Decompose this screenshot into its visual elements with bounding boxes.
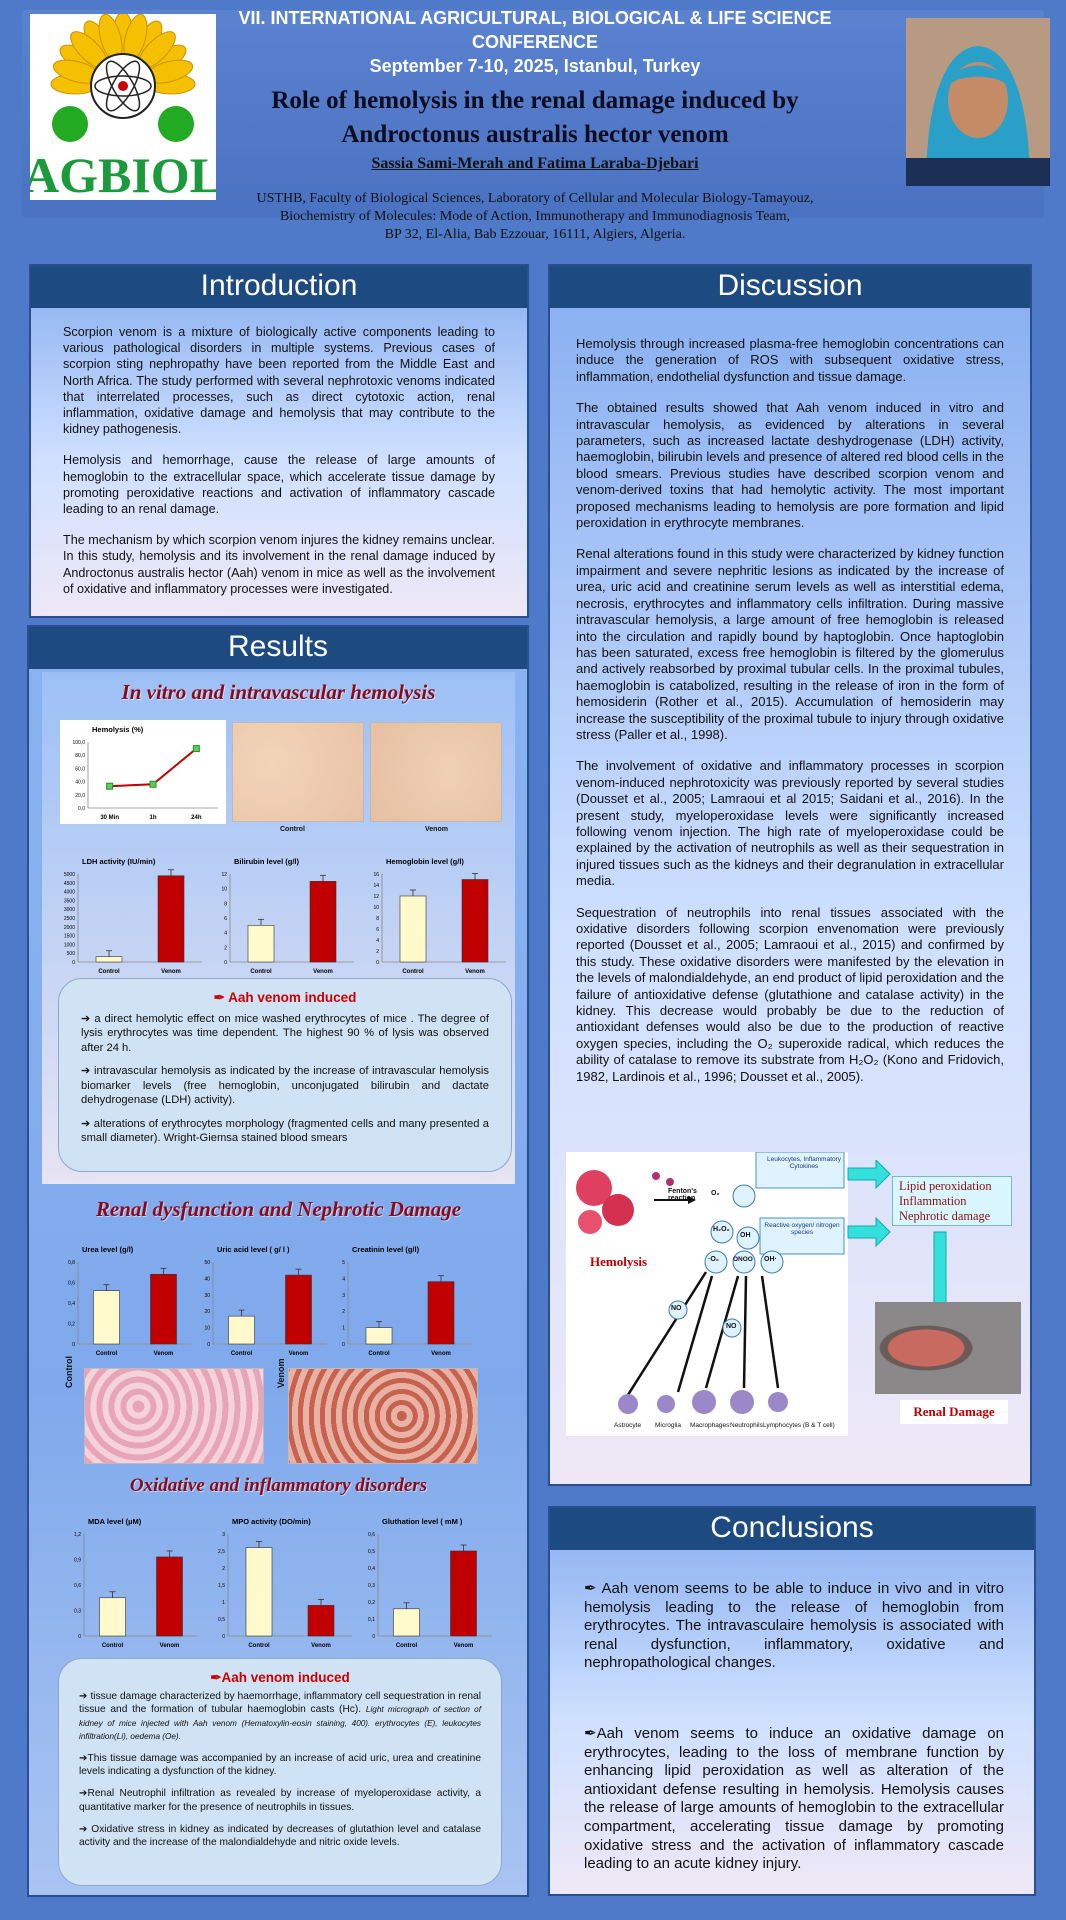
bar-control — [96, 957, 122, 962]
y-tick-label: 4000 — [63, 889, 75, 896]
conference-line: CONFERENCE — [471, 32, 598, 52]
species-o2: O₂ — [711, 1190, 720, 1197]
chart-title: MDA level (µM) — [88, 1517, 142, 1526]
bar-venom — [310, 881, 336, 962]
histology-label-venom: Venom — [276, 1358, 286, 1388]
bar-control — [248, 925, 274, 962]
y-tick-label: 40 — [204, 1276, 210, 1283]
outcomes-box: Lipid peroxidation Inflammation Nephrotic damage — [892, 1176, 1012, 1226]
renal-findings-bubble — [58, 1658, 502, 1886]
y-tick-label: 0,0 — [78, 806, 85, 812]
y-tick-label: 6 — [224, 916, 227, 922]
y-tick-label: 0,6 — [74, 1583, 81, 1589]
y-tick-label: 3500 — [63, 898, 75, 905]
y-tick-label: 0,1 — [368, 1617, 375, 1623]
mda-chart — [56, 1512, 206, 1652]
bar-venom — [428, 1282, 454, 1344]
y-tick-label: 1,5 — [218, 1583, 225, 1589]
arrow-right-icon — [848, 1218, 890, 1246]
species-oh: OH — [740, 1232, 751, 1239]
y-tick-label: 12 — [373, 894, 379, 900]
y-tick-label: 6 — [376, 927, 379, 933]
no-label: NO — [671, 1305, 682, 1312]
finding-item: ➔ intravascular hemolysis as indicated by the increase of intravascular hemolysis biomarker levels (free hemoglobin, unconjugated bilirubin and dactate dehydrogenase (LDH) activity). — [81, 1065, 489, 1106]
y-tick-label: 4 — [376, 938, 379, 944]
no-label: NO — [726, 1323, 737, 1330]
x-tick-label: Control — [230, 1351, 253, 1357]
intro-paragraph: Hemolysis and hemorrhage, cause the release of large amounts of hemoglobin to the extracellular space, which accelerate tissue damage by promoting peroxidative reactions and activation of inflammatory cascade leading to an renal damage. — [63, 453, 495, 517]
bar-venom — [286, 1275, 312, 1344]
y-tick-label: 1500 — [63, 933, 75, 940]
bar-control — [94, 1291, 120, 1344]
cell-label: Astrocyte — [614, 1422, 642, 1429]
y-tick-label: 0,4 — [368, 1566, 375, 1572]
y-tick-label: 0 — [72, 1342, 75, 1348]
urea-chart — [50, 1240, 200, 1360]
y-tick-label: 8 — [224, 901, 227, 908]
bilirubin-chart — [202, 852, 362, 978]
micrograph-caption: Light micrograph of section of kidney of mice injected with Aah venom (Hematoxylin-eosin staining, 400). erythrocytes (E), leukocytes infiltration(Li), oedema (Oe). — [79, 1705, 481, 1741]
bubble-heading: ✒ Aah venom induced — [213, 990, 357, 1005]
conclusions-panel — [548, 1506, 1036, 1896]
x-tick-label: Venom — [431, 1351, 451, 1357]
y-tick-label: 0 — [72, 960, 75, 966]
smear-label-control: Control — [280, 826, 305, 833]
y-tick-label: 0 — [376, 960, 379, 966]
cell-label: Macrophages — [690, 1422, 730, 1429]
sunflower-logo-icon — [30, 14, 216, 200]
data-point — [150, 781, 156, 787]
chart-title: LDH activity (IU/min) — [82, 857, 156, 866]
ros-label: Reactive oxygen/ nitrogen species — [764, 1222, 840, 1236]
y-tick-label: 2 — [376, 949, 379, 955]
y-tick-label: 0 — [372, 1634, 375, 1640]
intro-paragraph: The mechanism by which scorpion venom injures the kidney remains unclear. In this study, hemolysis and its involvement in the renal damage induced by Androctonus australis hector (Aah) venom in mice as well as the involvement of oxidative and inflammatory processes were investigated. — [63, 533, 495, 596]
y-tick-label: 10 — [221, 886, 227, 893]
bar-venom — [462, 880, 488, 963]
introduction-panel — [29, 264, 529, 618]
y-tick-label: 2,5 — [218, 1549, 225, 1555]
mpo-chart — [200, 1512, 360, 1652]
leukocytes-label: Leukocytes, Inflammatory Cytokines — [766, 1156, 842, 1170]
y-tick-label: 0,9 — [74, 1557, 81, 1564]
bubble-heading: ✒Aah venom induced — [210, 1670, 350, 1685]
bar-control — [229, 1316, 255, 1344]
y-tick-label: 0,2 — [68, 1321, 75, 1328]
finding-item: ➔ alterations of erythrocytes morphology (fragmented cells and many presented a small diameter). Wright-Giemsa stained blood smears — [81, 1117, 489, 1144]
discussion-paragraph: The involvement of oxidative and inflammatory processes in scorpion venom-induced nephrotoxicity was previously reported by several studies (Dousset et al., 2005; Lamraoui et al 2015; Saidani et al., 2016). In the present study, myeloperoxidase levels were significantly increased following venom injection. The high rate of myeloperoxidase could be explained by the activation of neutrophils as well as their sequestration in injured tissues such as the kidneys and their degranulation in extracellular media. — [576, 758, 1004, 889]
y-tick-label: 0,3 — [74, 1608, 81, 1615]
data-point — [193, 746, 199, 752]
y-tick-label: 14 — [373, 883, 379, 889]
control-blood-smear-image — [232, 722, 364, 822]
x-tick-label: Control — [248, 1643, 270, 1649]
x-tick-label: Control — [101, 1643, 124, 1649]
y-tick-label: 5000 — [63, 872, 75, 878]
y-tick-label: 1000 — [63, 942, 75, 949]
y-tick-label: 2000 — [63, 924, 75, 931]
chart-title: Bilirubin level (g/l) — [234, 857, 300, 866]
fenton-label: Fenton's reaction — [668, 1188, 697, 1202]
logo-text: AGBIOL — [30, 147, 216, 200]
y-tick-label: 0 — [342, 1342, 345, 1348]
finding-item: ➔This tissue damage was accompanied by an increase of acid uric, urea and creatinine levels indicating a dysfunction of the kidney. — [79, 1753, 481, 1778]
hemoglobin-chart — [354, 852, 514, 978]
finding-item: ➔ Oxidative stress in kidney as indicated by decreases of glutathion level and catalase activity and the increase of the malondialdehyde and nitric oxide levels. — [79, 1823, 481, 1849]
arrow-right-icon — [848, 1160, 890, 1188]
y-tick-label: 30 — [204, 1292, 210, 1299]
y-tick-label: 0 — [207, 1342, 210, 1348]
y-tick-label: 5 — [342, 1260, 345, 1266]
chart-title: Urea level (g/l) — [82, 1245, 134, 1254]
creatinin-chart — [320, 1240, 480, 1360]
x-tick-label: Venom — [161, 969, 181, 975]
x-tick-label: 24h — [191, 815, 202, 821]
discussion-heading: Discussion — [550, 266, 1030, 308]
renal-damage-label: Renal Damage — [900, 1400, 1008, 1424]
y-tick-label: 0,8 — [68, 1260, 75, 1266]
y-tick-label: 4 — [224, 930, 227, 937]
conference-dates: September 7-10, 2025, Istanbul, Turkey — [369, 56, 701, 76]
chart-title: Creatinin level (g/l) — [352, 1245, 420, 1254]
chart-title: Gluthation level ( mM ) — [382, 1517, 463, 1526]
y-tick-label: 2 — [224, 945, 227, 952]
oxidative-subheading: Oxidative and inflammatory disorders — [129, 1475, 428, 1496]
y-tick-label: 2 — [342, 1309, 345, 1316]
y-tick-label: 0,5 — [368, 1549, 375, 1555]
discussion-paragraph: The obtained results showed that Aah venom induced in vitro and intravascular hemolysis, as evidenced by alterations in several parameters, such as increased lactate deshydrogenase (LDH) activity, haemoglobin, bilirubin levels and presence of altered red blood cells in the blood smears. Previous studies have described scorpion venom and venom-derived toxins that had hemolytic activity. The most important proposed mechanisms leading to hemolysis are pore formation and lipid peroxidation in erythrocyte membranes. — [576, 400, 1004, 531]
data-point — [107, 783, 113, 789]
y-tick-label: 40,0 — [75, 779, 85, 786]
x-tick-label: Venom — [311, 1643, 331, 1649]
hemolysis-findings-bubble — [58, 978, 512, 1172]
histology-label-control: Control — [64, 1356, 74, 1388]
y-tick-label: 2500 — [63, 916, 75, 922]
x-tick-label: Venom — [453, 1643, 474, 1649]
conclusions-heading: Conclusions — [550, 1508, 1034, 1550]
affiliation: USTHB, Faculty of Biological Sciences, Laboratory of Cellular and Molecular Biology-Tamayouz, Biochemistry of Molecules: Mode of Action, Immunotherapy and Immunodiagnosis Team, BP 32, El-Alia, Bab Ezzouar, 16111, Algiers, Algeria. — [256, 191, 814, 242]
y-tick-label: 20 — [204, 1309, 210, 1316]
bar-control — [400, 896, 426, 962]
y-tick-label: 20,0 — [75, 792, 85, 799]
chart-title: Hemoglobin level (g/l) — [386, 857, 464, 866]
x-tick-label: Control — [368, 1351, 390, 1357]
y-tick-label: 10 — [204, 1325, 210, 1332]
hemolysis-line-chart — [60, 720, 226, 824]
x-tick-label: Venom — [465, 969, 485, 975]
smear-label-venom: Venom — [425, 826, 448, 833]
bar-venom — [451, 1551, 477, 1636]
introduction-heading: Introduction — [31, 266, 527, 308]
conference-banner — [230, 6, 840, 78]
x-tick-label: Venom — [313, 969, 333, 975]
y-tick-label: 60,0 — [75, 766, 85, 773]
y-tick-label: 3 — [342, 1292, 345, 1299]
bar-control — [246, 1548, 272, 1636]
chart-title: Hemolysis (%) — [92, 725, 144, 734]
bar-control — [366, 1328, 392, 1344]
control-kidney-histology-image — [84, 1368, 264, 1464]
species-onoo: ONOO — [733, 1256, 753, 1263]
x-tick-label: Control — [250, 969, 272, 975]
y-tick-label: 3000 — [63, 907, 75, 914]
chart-title: Uric acid level ( g/ l ) — [217, 1245, 290, 1254]
agbiol-logo — [30, 14, 216, 200]
x-tick-label: Control — [395, 1643, 418, 1649]
y-tick-label: 1,2 — [74, 1532, 81, 1538]
y-tick-label: 16 — [373, 872, 379, 878]
y-tick-label: 4 — [342, 1276, 345, 1283]
author-photo — [906, 18, 1050, 186]
venom-blood-smear-image — [370, 722, 502, 822]
poster-title: Role of hemolysis in the renal damage induced by Androctonus australis hector venom — [271, 87, 799, 148]
discussion-paragraph: Renal alterations found in this study were characterized by kidney function impairment and severe nephritic lesions as indicated by the increase of urea, uric acid and creatinine serum levels as well as interstitial edema, necrosis, erythrocytes and inflammatory cells infiltration. During massive intravascular hemolysis, a large amount of free hemoglobin is released into the circulation and rapidly bound by haptoglobin. Once haptoglobin has been saturated, excess free hemoglobin is filtered by the glomerulus and actively reabsorbed by proximal tubular cells. In the proximal tubules, haemoglobin is catabolized, resulting in the release of iron in the form of hemosiderin (Rother et al., 2015). Accumulation of hemosiderin may increase the susceptibility of the proximal tubule to injury through oxidative stress (Paller et al., 1998). — [576, 546, 1004, 742]
species-superoxide: ·O₂ — [708, 1256, 719, 1263]
uric-acid-chart — [185, 1240, 335, 1360]
finding-item: ➔Renal Neutrophil infiltration as revealed by increase of myeloperoxidase activity, a quantitative marker for the presence of neutrophils in tissues. — [79, 1788, 481, 1813]
x-tick-label: 30 Min — [100, 815, 120, 821]
bar-control — [394, 1609, 420, 1636]
conference-line: VII. INTERNATIONAL AGRICULTURAL, BIOLOGICAL & LIFE SCIENCE — [238, 8, 832, 28]
bar-venom — [157, 1557, 183, 1636]
intro-paragraph: Scorpion venom is a mixture of biologically active components leading to various pathological disorders in multiple systems. Previous cases of scorpion sting nephropathy have been reported from the Middle East and North Africa. The study performed with several nephrotoxic venoms indicated that interrelated processes, such as direct cytotoxic action, renal inflammation, oxidative damage and hemolysis that may contribute to the kidney pathogenesis. — [63, 325, 495, 437]
results-heading: Results — [29, 627, 527, 669]
y-tick-label: 3 — [222, 1532, 225, 1538]
y-tick-label: 2 — [222, 1566, 225, 1572]
species-oh-radical: OH· — [764, 1256, 777, 1263]
y-tick-label: 0,4 — [68, 1301, 75, 1307]
y-tick-label: 10 — [373, 905, 379, 911]
finding-item: ➔ a direct hemolytic effect on mice washed erythrocytes of mice . The degree of lysis erythrocytes was time dependent. The highest 90 % of lysis was observed after 24 h. — [81, 1012, 489, 1054]
bar-venom — [158, 876, 184, 962]
x-tick-label: 1h — [149, 815, 157, 821]
conclusion-paragraph: ✒Aah venom seems to induce an oxidative damage on erythrocytes, leading to the loss of membrane function by enhancing lipid peroxidation as well as alteration of the antioxidant defense resulting in hemolysis. Hemolysis causes the release of large amounts of hemoglobin to the extracellular compartment, accelerating tissue damage by promoting oxidative stress and the activation of inflammatory cascade leading to an acute kidney injury. — [584, 1724, 1004, 1873]
y-tick-label: 0,3 — [368, 1583, 375, 1589]
y-tick-label: 1 — [222, 1600, 225, 1606]
y-tick-label: 1 — [342, 1325, 345, 1332]
y-tick-label: 0,5 — [218, 1617, 225, 1623]
y-tick-label: 12 — [221, 872, 227, 878]
gluthation-chart — [350, 1512, 500, 1652]
y-tick-label: 0 — [78, 1634, 81, 1640]
x-tick-label: Control — [402, 969, 424, 975]
species-h2o2: H₂O₂ — [713, 1226, 730, 1233]
bar-venom — [308, 1605, 334, 1636]
cell-label: Lymphocytes (B & T cell) — [763, 1422, 835, 1429]
bar-venom — [151, 1274, 177, 1344]
conclusion-paragraph: ✒ Aah venom seems to be able to induce in vivo and in vitro hemolysis leading to the release of hemoglobin from erythrocytes. The intravasculaire hemolysis is associated with renal dysfunction, inflammatory, oxidative and nephropathological changes. — [584, 1580, 1004, 1672]
y-tick-label: 80,0 — [75, 753, 85, 760]
cell-label: Microglia — [655, 1422, 682, 1429]
x-tick-label: Venom — [288, 1351, 309, 1357]
x-tick-label: Control — [95, 1351, 118, 1357]
discussion-paragraph: Hemolysis through increased plasma-free hemoglobin concentrations can induce the generation of ROS with subsequent oxidative stress, inflammation, endothelial dysfunction and tissue damage. — [576, 336, 1004, 384]
x-tick-label: Control — [98, 969, 120, 975]
venom-kidney-histology-image — [288, 1368, 478, 1464]
chart-title: MPO activity (DO/min) — [232, 1517, 311, 1526]
hemolysis-subheading: In vitro and intravascular hemolysis — [121, 680, 436, 704]
x-tick-label: Venom — [159, 1643, 180, 1649]
hemolysis-label: Hemolysis — [590, 1254, 648, 1269]
y-tick-label: 0,6 — [368, 1532, 375, 1538]
series-line — [110, 749, 197, 787]
y-tick-label: 0 — [222, 1634, 225, 1640]
renal-subheading: Renal dysfunction and Nephrotic Damage — [95, 1197, 462, 1221]
discussion-paragraph: Sequestration of neutrophils into renal tissues associated with the oxidative disorders following scorpion envenomation were previously reported (Dousset et al., 2005; Lamraoui et al., 2015) and confirmed by this study. These oxidative disorders were manifested by the elevation in the levels of malondialdehyde, an end product of lipid peroxidation and the failure of antioxidative defense (glutathione and catalase activity) in the kidney. This decrease would probably be due to the reduction of antioxidant defenses would also be due to the production of reactive oxygen species, including the O₂ superoxide radical, which reduces the ability of catalase to remove its substrate from H₂O₂ (Kono and Fridovich, 1982, Lardinois et al., 1996; Dousset et al., 2005). — [576, 904, 1004, 1084]
y-tick-label: 0,2 — [368, 1600, 375, 1606]
y-tick-label: 0 — [224, 960, 227, 966]
bar-control — [100, 1598, 126, 1636]
finding-item: ➔ tissue damage characterized by haemorrhage, inflammatory cell sequestration in renal tissue and the formation of tubular haemoglobin casts (Hc). Light micrograph of section of kidney of mice injected with Aah venom (Hematoxylin-eosin staining, 400). erythrocytes (E), leukocytes infiltration(Li), oedema (Oe). — [79, 1691, 481, 1741]
cell-label: Neutrophils — [730, 1422, 763, 1429]
x-tick-label: Venom — [153, 1351, 174, 1357]
ldh-chart — [50, 852, 210, 978]
kidney-image — [875, 1302, 1021, 1394]
y-tick-label: 100,0 — [72, 740, 85, 746]
authors: Sassia Sami-Merah and Fatima Laraba-Djebari — [371, 155, 699, 172]
y-tick-label: 500 — [66, 951, 75, 958]
y-tick-label: 50 — [204, 1260, 210, 1266]
y-tick-label: 8 — [376, 916, 379, 922]
y-tick-label: 0,6 — [68, 1280, 75, 1287]
y-tick-label: 4500 — [63, 880, 75, 887]
